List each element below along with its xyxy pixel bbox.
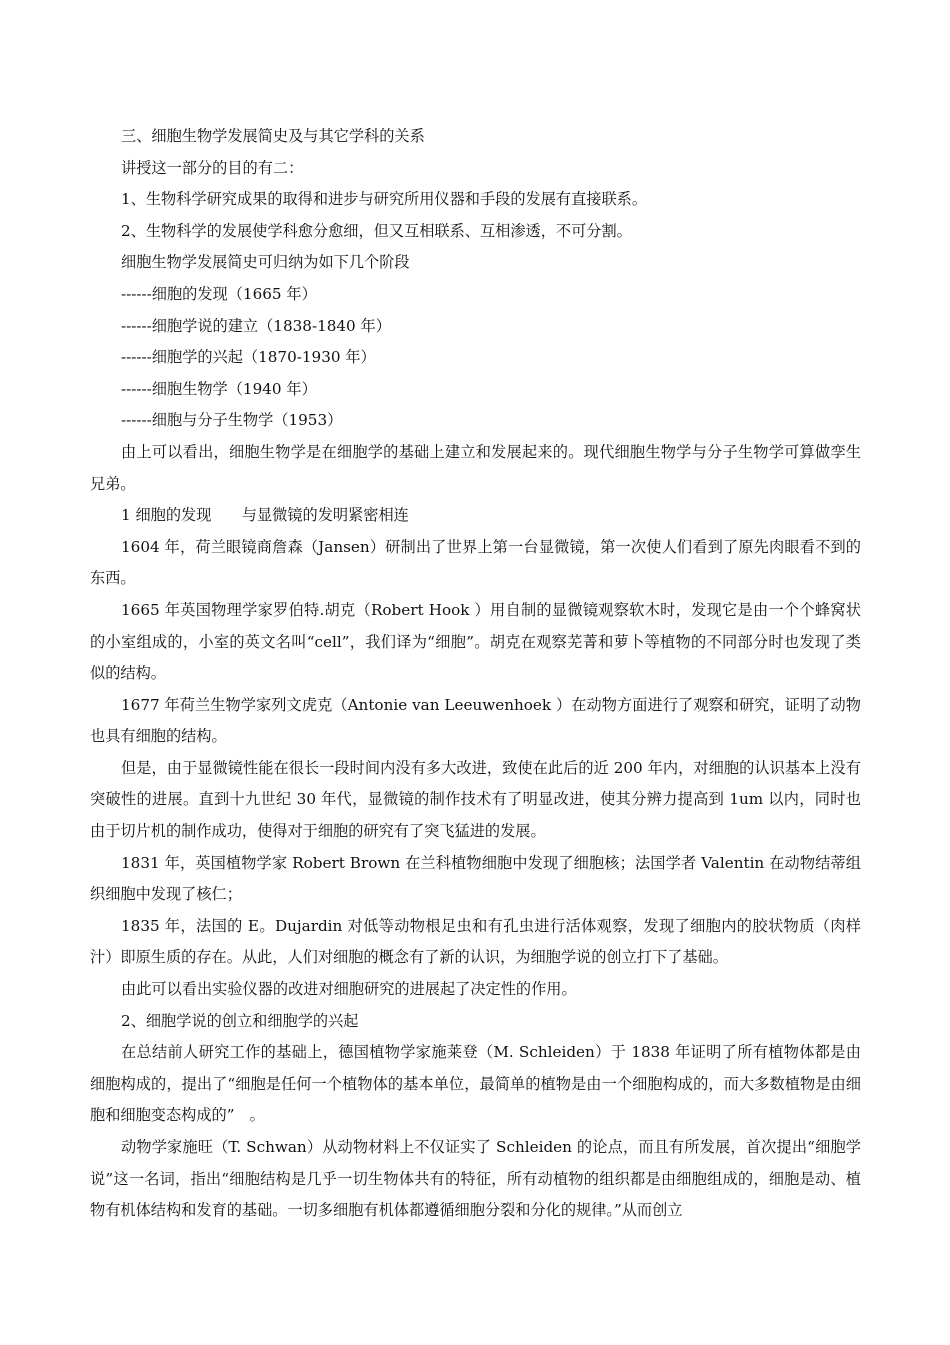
body-paragraph: 但是，由于显微镜性能在很长一段时间内没有多大改进，致使在此后的近 200 年内，对细胞的认识基本上没有突破性的进展。直到十九世纪 30 年代，显微镜的制作技术有了明显改进，使其分辨力提高到 1um 以内，同时也由于切片机的制作成功，使得对于细胞的研究有了突飞猛进的发展。 — [90, 758, 861, 841]
document-body — [90, 121, 861, 1227]
subsection-heading: 2、细胞学说的创立和细胞学的兴起 — [121, 1011, 359, 1030]
body-paragraph: 1677 年荷兰生物学家列文虎克（Antonie van Leeuwenhoek ）在动物方面进行了观察和研究，证明了动物也具有细胞的结构。 — [90, 695, 861, 746]
timeline-item: ------细胞与分子生物学（1953） — [121, 411, 343, 430]
subsection-heading: 1 细胞的发现 与显微镜的发明紧密相连 — [121, 506, 409, 525]
body-paragraph: 动物学家施旺（T. Schwan）从动物材料上不仅证实了 Schleiden 的论点，而且有所发展，首次提出“细胞学说”这一名词，指出“细胞结构是几乎一切生物体共有的特征，所有动植物的组织都是由细胞组成的，细胞是动、植物有机体结构和发育的基础。一切多细胞有机体都遵循细胞分裂和分化的规律。”从而创立 — [90, 1138, 861, 1220]
numbered-point: 2、生物科学的发展使学科愈分愈细，但又互相联系、互相渗透，不可分割。 — [121, 221, 632, 240]
timeline-item: ------细胞学的兴起（1870-1930 年） — [121, 348, 376, 367]
body-paragraph: 1665 年英国物理学家罗伯特.胡克（Robert Hook ）用自制的显微镜观察软木时，发现它是由一个个蜂窝状的小室组成的，小室的英文名叫“cell”，我们译为“细胞”。胡克在观察芜菁和萝卜等植物的不同部分时也发现了类似的结构。 — [90, 600, 861, 683]
body-paragraph: 在总结前人研究工作的基础上，德国植物学家施莱登（M. Schleiden）于 1838 年证明了所有植物体都是由细胞构成的，提出了“细胞是任何一个植物体的基本单位，最简单的植物是由一个细胞构成的，而大多数植物是由细胞和细胞变态构成的” 。 — [90, 1043, 861, 1125]
body-paragraph: 由上可以看出，细胞生物学是在细胞学的基础上建立和发展起来的。现代细胞生物学与分子生物学可算做孪生兄弟。 — [90, 442, 861, 493]
body-paragraph: 细胞生物学发展简史可归纳为如下几个阶段 — [121, 253, 410, 272]
section-heading: 三、细胞生物学发展简史及与其它学科的关系 — [121, 127, 425, 145]
body-paragraph: 1831 年，英国植物学家 Robert Brown 在兰科植物细胞中发现了细胞核；法国学者 Valentin 在动物结蒂组织细胞中发现了核仁； — [90, 853, 861, 904]
numbered-point: 1、生物科学研究成果的取得和进步与研究所用仪器和手段的发展有直接联系。 — [121, 190, 648, 209]
body-paragraph: 1604 年，荷兰眼镜商詹森（Jansen）研制出了世界上第一台显微镜，第一次使人们看到了原先肉眼看不到的东西。 — [90, 537, 861, 588]
timeline-item: ------细胞生物学（1940 年） — [121, 379, 317, 398]
body-paragraph: 由此可以看出实验仪器的改进对细胞研究的进展起了决定性的作用。 — [121, 980, 577, 999]
body-paragraph: 1835 年，法国的 E。Dujardin 对低等动物根足虫和有孔虫进行活体观察，发现了细胞内的胶状物质（肉样汁）即原生质的存在。从此，人们对细胞的概念有了新的认识，为细胞学说的创立打下了基础。 — [90, 916, 861, 967]
timeline-item: ------细胞学说的建立（1838-1840 年） — [121, 316, 391, 335]
timeline-item: ------细胞的发现（1665 年） — [121, 284, 317, 303]
body-paragraph: 讲授这一部分的目的有二： — [121, 158, 304, 177]
